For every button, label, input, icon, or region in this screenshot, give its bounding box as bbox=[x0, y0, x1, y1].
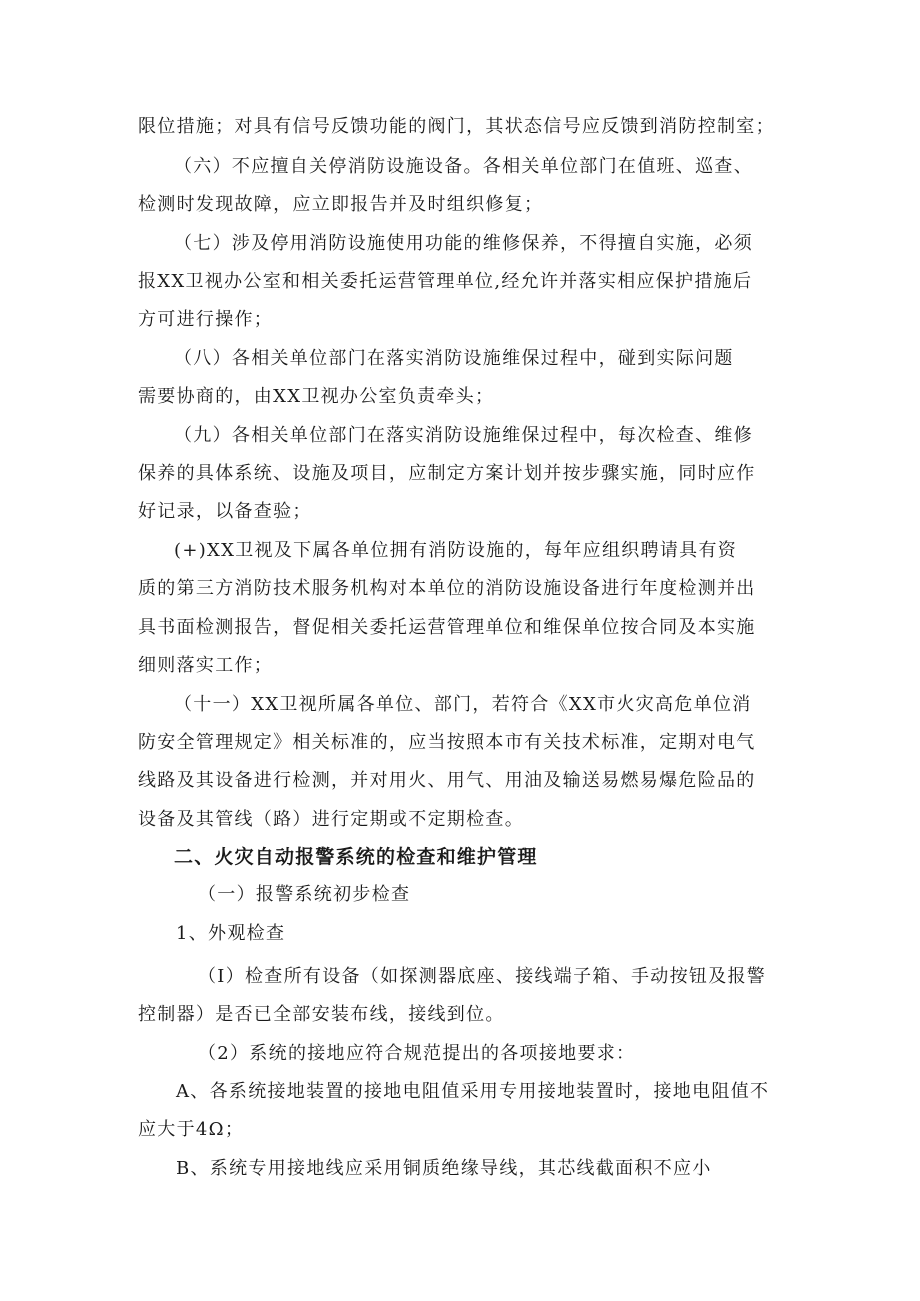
text-line: 好记录，以备查验； bbox=[138, 501, 312, 522]
text-line: 报XX卫视办公室和相关委托运营管理单位,经允许并落实相应保护措施后 bbox=[138, 271, 753, 292]
text-line: 检测时发现故障，应立即报告并及时组织修复； bbox=[138, 194, 544, 215]
text-line: 需要协商的，由XX卫视办公室负责牵头； bbox=[138, 386, 495, 407]
text-line: B、系统专用接地线应采用铜质绝缘导线，其芯线截面积不应小 bbox=[176, 1158, 712, 1179]
text-line: 细则落实工作； bbox=[138, 655, 274, 676]
text-line: 保养的具体系统、设施及项目，应制定方案计划并按步骤实施，同时应作 bbox=[138, 463, 756, 484]
subsection-heading: （一）报警系统初步检查 bbox=[198, 884, 411, 905]
text-line: 设备及其管线（路）进行定期或不定期检查。 bbox=[138, 809, 524, 830]
text-line: 线路及其设备进行检测，并对用火、用气、用油及输送易燃易爆危险品的 bbox=[138, 770, 756, 791]
text-line: （六）不应擅自关停消防设施设备。各相关单位部门在值班、巡查、 bbox=[174, 156, 753, 177]
section-heading: 二、火灾自动报警系统的检查和维护管理 bbox=[174, 846, 538, 868]
text-line: （八）各相关单位部门在落实消防设施维保过程中，碰到实际问题 bbox=[174, 348, 734, 369]
text-line: 防安全管理规定》相关标准的，应当按照本市有关技术标准，定期对电气 bbox=[138, 732, 756, 753]
text-line: （十一）XX卫视所属各单位、部门，若符合《XX市火灾高危单位消 bbox=[174, 694, 752, 715]
item-heading: 1、外观检查 bbox=[176, 923, 286, 944]
text-line: （九）各相关单位部门在落实消防设施维保过程中，每次检查、维修 bbox=[174, 425, 753, 446]
text-line: 应大于4Ω； bbox=[138, 1119, 245, 1140]
text-line: （I）检查所有设备（如探测器底座、接线端子箱、手动按钮及报警 bbox=[198, 966, 767, 987]
text-line: 质的第三方消防技术服务机构对本单位的消防设施设备进行年度检测并出 bbox=[138, 578, 756, 599]
text-line: (+)XX卫视及下属各单位拥有消防设施的，每年应组织聘请具有资 bbox=[174, 540, 738, 561]
text-line: 控制器）是否已全部安装布线，接线到位。 bbox=[138, 1004, 505, 1025]
text-line: 限位措施；对具有信号反馈功能的阀门，其状态信号应反馈到消防控制室； bbox=[138, 116, 775, 137]
text-line: 方可进行操作； bbox=[138, 309, 274, 330]
text-line: A、各系统接地装置的接地电阻值采用专用接地装置时，接地电阻值不 bbox=[176, 1081, 770, 1102]
text-line: （2）系统的接地应符合规范提出的各项接地要求： bbox=[198, 1043, 636, 1064]
text-line: （七）涉及停用消防设施使用功能的维修保养，不得擅自实施，必须 bbox=[174, 233, 753, 254]
text-line: 具书面检测报告，督促相关委托运营管理单位和维保单位按合同及本实施 bbox=[138, 617, 756, 638]
